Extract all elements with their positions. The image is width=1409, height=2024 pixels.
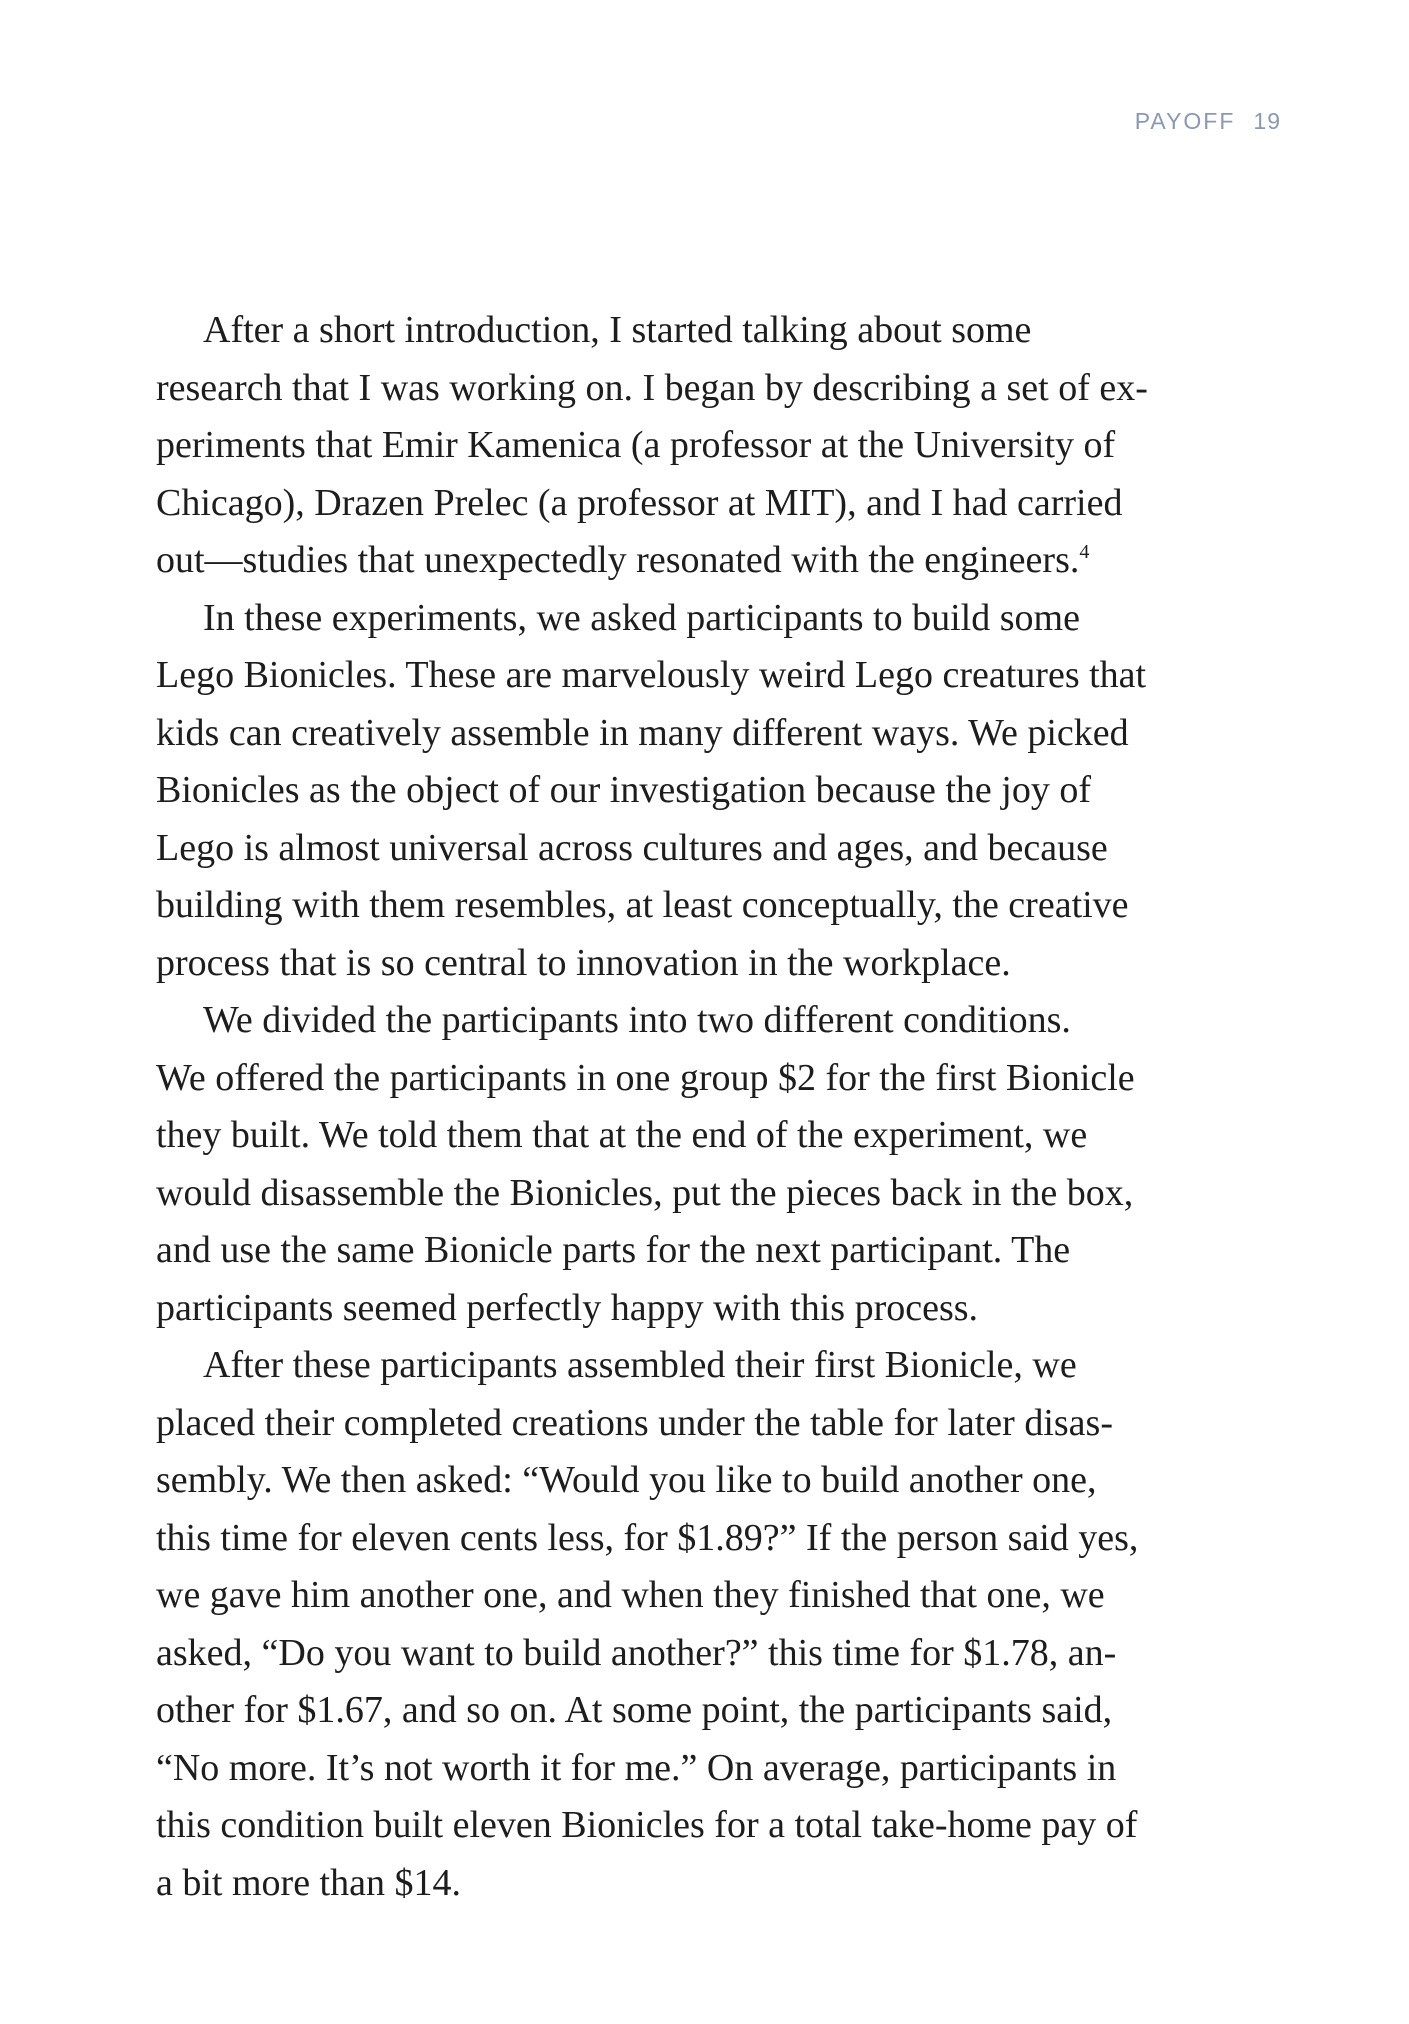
text-line: and use the same Bionicle parts for the next participant. The bbox=[156, 1229, 1071, 1271]
text-line: research that I was working on. I began by describing a set of ex- bbox=[156, 366, 1148, 409]
running-head bbox=[1135, 108, 1281, 135]
text-line: We divided the participants into two different conditions. bbox=[203, 999, 1071, 1041]
text-line bbox=[156, 532, 1281, 590]
paragraph bbox=[156, 302, 1281, 590]
text-line: In these experiments, we asked participants to build some bbox=[203, 596, 1080, 639]
text-line: Lego Bionicles. These are marvelously weird Lego creatures that bbox=[156, 654, 1147, 696]
paragraph bbox=[156, 590, 1281, 993]
text-line: “No more. It’s not worth it for me.” On average, participants in bbox=[156, 1746, 1117, 1789]
text-line: this time for eleven cents less, for $1.89?” If the person said yes, bbox=[156, 1516, 1139, 1559]
text-line: we gave him another one, and when they finished that one, we bbox=[156, 1574, 1105, 1616]
text-line: building with them resembles, at least conceptually, the creative bbox=[156, 884, 1129, 926]
text-line: sembly. We then asked: “Would you like to build another one, bbox=[156, 1459, 1097, 1501]
footnote-reference: 4 bbox=[1079, 541, 1090, 563]
text-line: kids can creatively assemble in many different ways. We picked bbox=[156, 711, 1129, 754]
text-line: process that is so central to innovation in the workplace. bbox=[156, 941, 1011, 984]
text-line: would disassemble the Bionicles, put the pieces back in the box, bbox=[156, 1171, 1134, 1214]
text-line: participants seemed perfectly happy with this process. bbox=[156, 1286, 979, 1329]
running-title: PAYOFF bbox=[1134, 108, 1236, 134]
text-line: Lego is almost universal across cultures and ages, and because bbox=[156, 826, 1108, 869]
body-text bbox=[156, 302, 1281, 1912]
text-line: this condition built eleven Bionicles for a total take-home pay of bbox=[156, 1804, 1138, 1846]
text-line: After a short introduction, I started talking about some bbox=[203, 309, 1032, 351]
text-line: Bionicles as the object of our investigation because the joy of bbox=[156, 769, 1091, 811]
text-line-content: out—studies that unexpectedly resonated with the engineers. bbox=[156, 539, 1080, 581]
text-line: they built. We told them that at the end of the experiment, we bbox=[156, 1114, 1088, 1156]
text-line: asked, “Do you want to build another?” this time for $1.78, an- bbox=[156, 1631, 1117, 1674]
text-line: Chicago), Drazen Prelec (a professor at MIT), and I had carried bbox=[156, 481, 1123, 524]
text-line: We offered the participants in one group $2 for the first Bionicle bbox=[156, 1056, 1135, 1099]
page-number: 19 bbox=[1253, 108, 1281, 134]
text-line: periments that Emir Kamenica (a professor at the University of bbox=[156, 424, 1116, 466]
text-line: placed their completed creations under the table for later disas- bbox=[156, 1401, 1113, 1444]
text-line: a bit more than $14. bbox=[156, 1861, 461, 1904]
text-line: other for $1.67, and so on. At some point, the participants said, bbox=[156, 1689, 1113, 1731]
paragraph bbox=[156, 1337, 1281, 1912]
text-line: After these participants assembled their first Bionicle, we bbox=[203, 1344, 1077, 1386]
paragraph bbox=[156, 992, 1281, 1337]
